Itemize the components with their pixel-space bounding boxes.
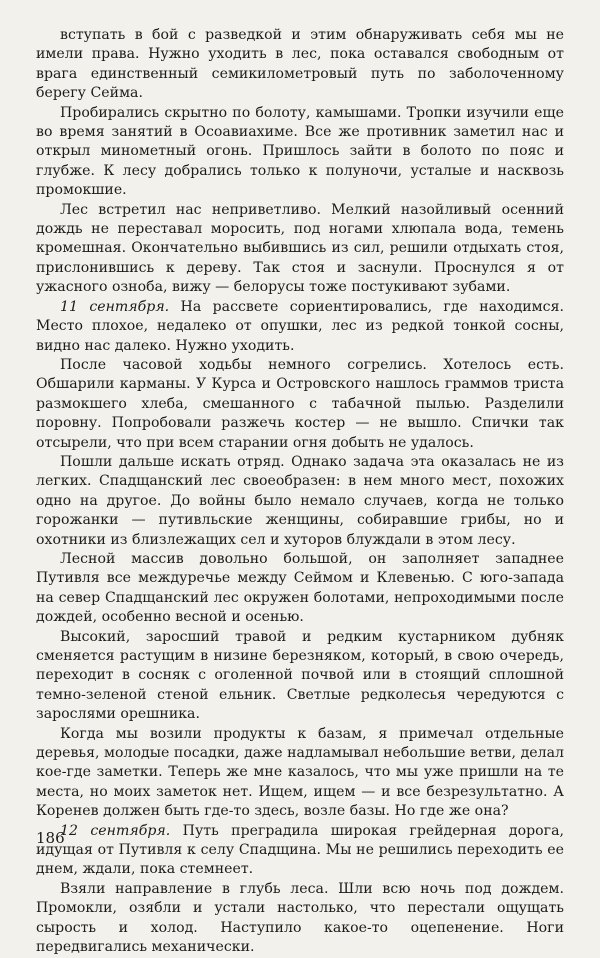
paragraph-10 <box>36 822 564 880</box>
page-number: 186 <box>36 829 65 847</box>
paragraph-2-text: Пробирались скрытно по болоту, камышами. Тропки изучили еще во время занятий в Осоавиахиме. Все же противник заметил нас и открыл минометный огонь. Пришлось зайти в болото по пояс и глубже. К лесу добрались только к полуночи, усталые и насквозь промокшие. <box>36 104 564 199</box>
paragraph-4 <box>36 298 564 356</box>
paragraph-1-text: вступать в бой с разведкой и этим обнаруживать себя мы не имели права. Нужно уходить в лес, пока оставался свободным от врага единственный семикилометровый путь по заболоченному берегу Сейма. <box>36 27 564 102</box>
paragraph-5-text: После часовой ходьбы немного согрелись. Хотелось есть. Обшарили карманы. У Курса и Островского нашлось граммов триста размокшего хлеба, смешанного с табачной пылью. Разделили поровну. Попробовали разжечь костер — не вышло. Спички так отсырели, что при всем старании огня добыть не удалось. <box>36 356 564 451</box>
paragraph-9 <box>36 725 564 822</box>
paragraph-10-date: 12 сентября. <box>60 822 171 839</box>
paragraph-11 <box>36 880 564 958</box>
paragraph-1 <box>36 26 564 104</box>
paragraph-10-text: Путь преградила широкая грейдерная дорога, идущая от Путивля к селу Спадщина. Мы не решились переходить ее днем, ждали, пока стемнеет. <box>36 822 564 878</box>
paragraph-5 <box>36 356 564 453</box>
paragraph-4-text: На рассвете сориентировались, где находимся. Место плохое, недалеко от опушки, лес из редкой тонкой сосны, видно нас далеко. Нужно уходить. <box>36 298 564 354</box>
paragraph-6-text: Пошли дальше искать отряд. Однако задача эта оказалась не из легких. Спадщанский лес своеобразен: в нем много мест, похожих одно на другое. До войны было немало случаев, когда не только горожанки — путивльские женщины, собиравшие грибы, но и охотники из близлежащих сел и хуторов блуждали в этом лесу. <box>36 453 564 548</box>
paragraph-3-text: Лес встретил нас неприветливо. Мелкий назойливый осенний дождь не переставал моросить, под ногами хлюпала вода, темень кромешная. Окончательно выбившись из сил, решили отдыхать стоя, прислонившись к дереву. Так стоя и заснули. Проснулся я от ужасного озноба, вижу — белорусы тоже постукивают зубами. <box>36 201 564 296</box>
paragraph-7 <box>36 550 564 628</box>
page-text <box>36 26 564 958</box>
paragraph-4-date: 11 сентября. <box>60 298 170 315</box>
paragraph-7-text: Лесной массив довольно большой, он заполняет западнее Путивля все междуречье между Сеймом и Клевенью. С юго-запада на север Спадщанский лес окружен болотами, непроходимыми после дождей, особенно весной и осенью. <box>36 550 564 626</box>
paragraph-2 <box>36 104 564 201</box>
paragraph-9-text: Когда мы возили продукты к базам, я примечал отдельные деревья, молодые посадки, даже надламывал небольшие ветви, делал кое-где заметки. Теперь же мне казалось, что мы уже пришли на те места, но моих заметок нет. Ищем, ищем — и все безрезультатно. А Коренев должен быть где-то здесь, возле базы. Но где же она? <box>36 725 564 820</box>
paragraph-6 <box>36 453 564 550</box>
paragraph-8-text: Высокий, заросший травой и редким кустарником дубняк сменяется растущим в низине березняком, который, в свою очередь, переходит в сосняк с оголенной почвой или в стоящий сплошной темно-зеленой стеной ельник. Светлые редколесья чередуются с зарослями орешника. <box>36 628 564 723</box>
paragraph-11-text: Взяли направление в глубь леса. Шли всю ночь под дождем. Промокли, озябли и устали настолько, что перестали ощущать сырость и холод. Наступило какое-то оцепенение. Ноги передвигались механически. <box>36 880 564 956</box>
paragraph-3 <box>36 201 564 298</box>
paragraph-8 <box>36 628 564 725</box>
